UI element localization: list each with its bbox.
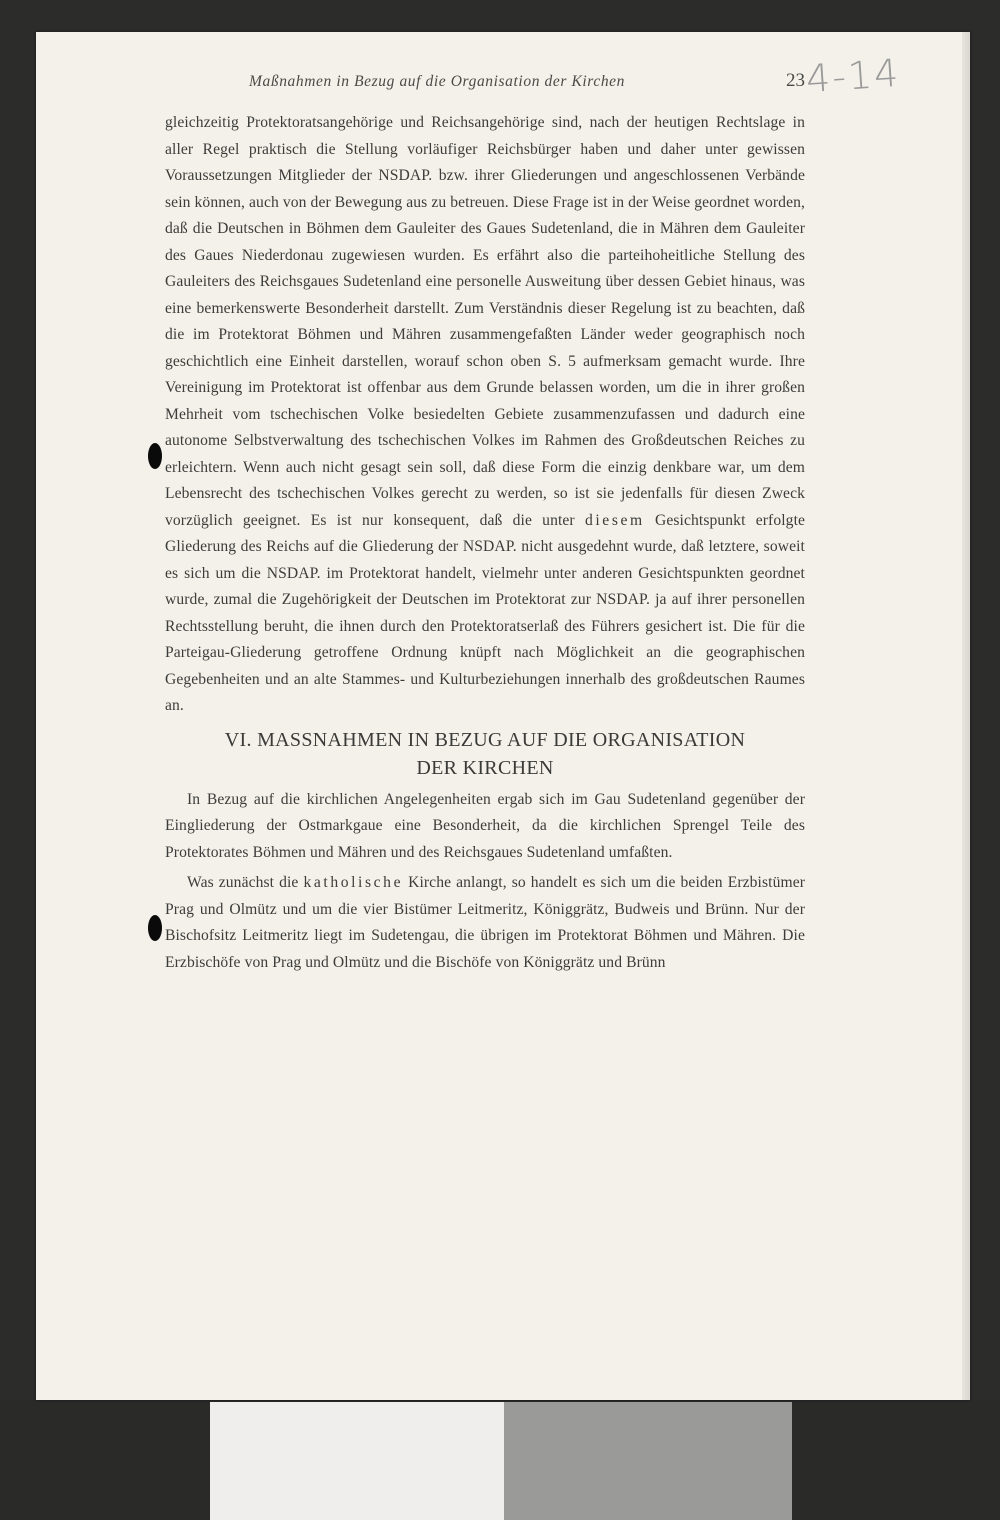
punch-hole-bottom (148, 915, 162, 941)
running-head (165, 70, 805, 92)
paragraph-3-text-b: Kirche anlangt, so handelt es sich um die beiden Erzbistümer Prag und Olmütz und um die vier Bistümer Leitmeritz, Königgrätz, Budweis und Brünn. Nur der Bischofsitz Leitmeritz liegt im Sudetengau, die übrigen im Protektorat Böhmen und Mähren. Die Erzbischöfe von Prag und Olmütz und die Bischöfe von Königgrätz und Brünn (165, 874, 806, 971)
paragraph-1 (165, 110, 805, 720)
punch-hole-top (148, 443, 162, 469)
paragraph-1-emphasis: diesem (584, 511, 645, 529)
calibration-strip-gray (504, 1402, 792, 1520)
paragraph-3-emphasis: katholische (303, 874, 404, 891)
paragraph-3 (165, 870, 805, 976)
paragraph-2: In Bezug auf die kirchlichen Angelegenheiten ergab sich im Gau Sudetenland gegenüber der Eingliederung der Ostmarkgaue eine Besonderheit, da die kirchlichen Sprengel Teile des Protektorates Böhmen und Mähren und des Reichsgaues Sudetenland umfaßten. (165, 790, 805, 861)
page-edge (962, 32, 970, 1400)
section-heading (165, 726, 805, 782)
running-head-title: Maßnahmen in Bezug auf die Organisation der Kirchen (249, 73, 626, 90)
section-heading-line-1: VI. MASSNAHMEN IN BEZUG AUF DIE ORGANISATION (224, 728, 746, 751)
section-heading-line-2: DER KIRCHEN (416, 756, 554, 779)
paragraph-1-text-b: Gesichtspunkt erfolgte Gliederung des Reichs auf die Gliederung der NSDAP. nicht ausgedehnt wurde, daß letztere, soweit es sich um die NSDAP. im Protektorat handelt, vielmehr unter anderen Gesichtspunkten geordnet wurde, zumal die Zugehörigkeit der Deutschen im Protektorat zur NSDAP. ja auf ihrer personellen Rechtsstellung beruht, die ihnen durch den Protektoratserlaß des Führers gesichert ist. Die für die Parteigau-Gliederung getroffene Ordnung knüpft nach Möglichkeit an die geographischen Gegebenheiten und an alte Stammes- und Kulturbeziehungen innerhalb des großdeutschen Raumes an. (165, 511, 806, 714)
calibration-strip-light (210, 1402, 504, 1520)
page-number: 23 (786, 70, 805, 91)
paragraph-1-text-a: gleichzeitig Protektoratsangehörige und Reichsangehörige sind, nach der heutigen Rechtslage in aller Regel praktisch die Stellung vorläufiger Reichsbürger haben und daher unter gewissen Voraussetzungen Mitglieder der NSDAP. bzw. ihrer Gliederungen und angeschlossenen Verbände sein können, auch von der Bewegung aus zu betreuen. Diese Frage ist in der Weise geordnet worden, daß die Deutschen in Böhmen dem Gauleiter des Gaues Sudetenland, die in Mähren dem Gauleiter des Gaues Niederdonau zugewiesen wurden. Es erfährt also die parteihoheitliche Stellung des Gauleiters des Reichsgaues Sudetenland eine personelle Ausweitung über dessen Gebiet hinaus, was eine bemerkenswerte Besonderheit darstellt. Zum Verständnis dieser Regelung ist zu beachten, daß die im Protektorat Böhmen und Mähren zusammengefaßten Länder weder geographisch noch geschichtlich eine Einheit darstellen, worauf schon oben S. 5 aufmerksam gemacht wurde. Ihre Vereinigung im Protektorat ist offenbar aus dem Grunde belassen worden, um die in ihrer großen Mehrheit vom tschechischen Volke besiedelten Gebiete zusammenzufassen und dadurch eine autonome Selbstverwaltung des tschechischen Volkes im Rahmen des Großdeutschen Reiches zu erleichtern. Wenn auch nicht gesagt sein soll, daß diese Form die einzig denkbare war, um dem Lebensrecht des tschechischen Volkes gerecht zu werden, so ist sie jedenfalls für diesen Zweck vorzüglich geeignet. Es ist nur konsequent, daß die unter (165, 114, 805, 529)
handwritten-page-mark: 4-14 (804, 50, 902, 102)
paragraph-3-text-a: Was zunächst die (187, 874, 299, 891)
body-text (165, 110, 805, 976)
